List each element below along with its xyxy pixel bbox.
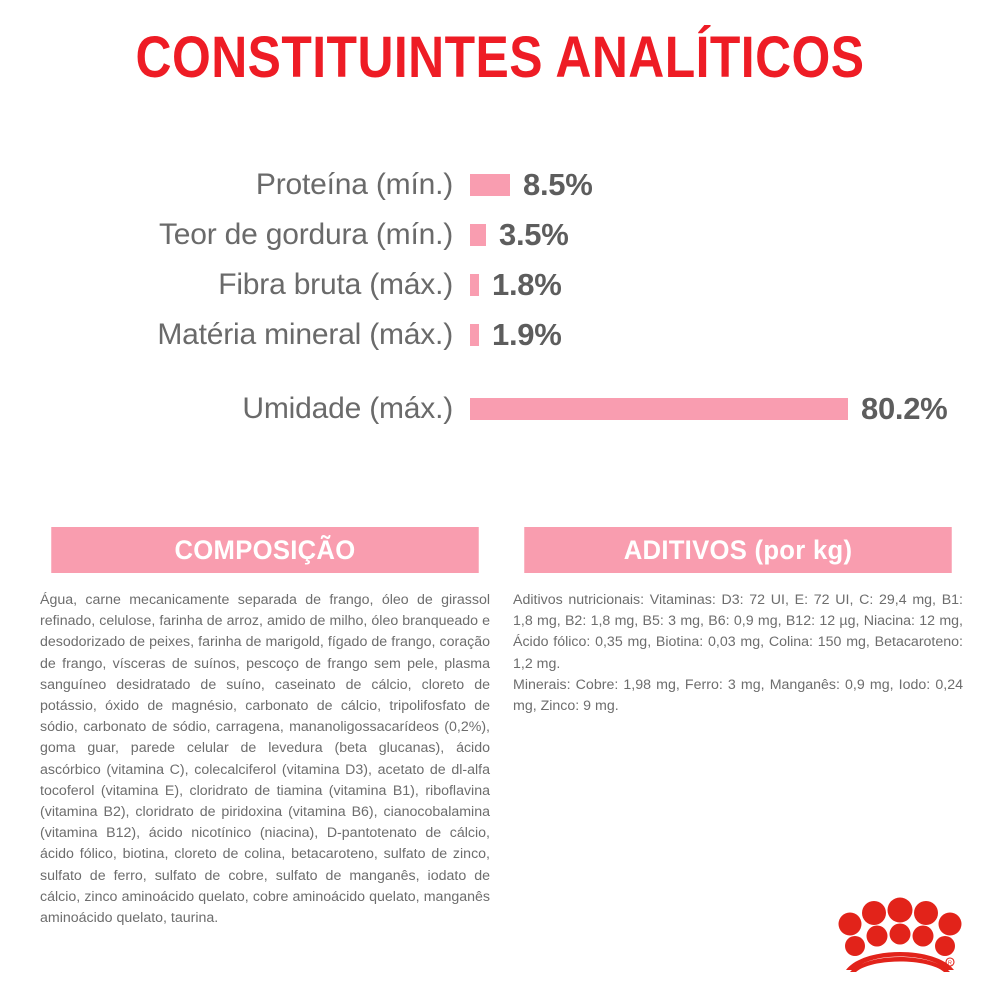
row-value-protein: 8.5%: [523, 167, 593, 202]
row-label-protein: Proteína (mín.): [255, 168, 453, 201]
svg-text:R: R: [948, 960, 952, 967]
composition-text: Água, carne mecanicamente separada de frango, óleo de girassol refinado, celulose, farinha de arroz, amido de milho, óleo branqueado e desodorizado de peixes, farinha de marigold, fígado de frango, coração de frango, vísceras de suínos, pescoço de frango sem pele, plasma sanguíneo desidratado de suíno, caseinato de cálcio, cloreto de potássio, óxido de magnésio, carbonato de cálcio, tripolifosfato de sódio, carbonato de sódio, carragena, mananoligossacarídeos (0,2%), goma guar, parede celular de levedura (beta glucanas), ácido ascórbico (vitamina C), colecalciferol (vitamina D3), acetato de dl-alfa tocoferol (vitamina E), cloridrato de tiamina (vitamina B1), riboflavina (vitamina B2), cloridrato de piridoxina (vitamina B6), cianocobalamina (vitamina B12), ácido nicotínico (niacina), D-pantotenato de cálcio, ácido fólico, biotina, cloreto de colina, betacaroteno, sulfato de zinco, sulfato de ferro, sulfato de cobre, sulfato de manganês, iodato de cálcio, zinco aminoácido quelato, cobre aminoácido quelato, manganês aminoácido quelato, taurina.: [40, 592, 490, 927]
info-panels: [40, 527, 963, 929]
royal-canin-crown-logo: [836, 896, 964, 974]
table-row: [0, 384, 1000, 434]
additives-minerals-text: Minerais: Cobre: 1,98 mg, Ferro: 3 mg, Manganês: 0,9 mg, Iodo: 0,24 mg, Zinco: 9 mg.: [513, 676, 963, 715]
additives-body: [513, 590, 963, 717]
row-bar-moisture: [470, 398, 848, 420]
row-value-fibre: 1.8%: [492, 267, 562, 302]
row-label-fibre: Fibra bruta (máx.): [218, 268, 453, 301]
table-row: [0, 210, 1000, 260]
row-value-fat: 3.5%: [499, 217, 569, 252]
row-bar-minerals: [470, 324, 479, 346]
row-label-minerals: Matéria mineral (máx.): [157, 318, 453, 351]
table-row: [0, 260, 1000, 310]
table-row: [0, 160, 1000, 210]
additives-nutritional-text: Aditivos nutricionais: Vitaminas: D3: 72 UI, E: 72 UI, C: 29,4 mg, B1: 1,8 mg, B2: 1,8 mg, B5: 3 mg, B6: 0,9 mg, B12: 12 µg, Niacina: 12 mg, Ácido fólico: 0,35 mg, Biotina: 0,03 mg, Colina: 150 mg, Betacaroteno: 1,2 mg.: [513, 592, 963, 672]
composition-body: [40, 590, 490, 929]
composition-header: COMPOSIÇÃO: [51, 527, 479, 573]
additives-panel: [513, 527, 963, 929]
row-value-moisture: 80.2%: [861, 391, 948, 426]
row-bar-fat: [470, 224, 486, 246]
analytical-constituents-chart: [0, 160, 1000, 434]
table-row: [0, 310, 1000, 360]
row-bar-fibre: [470, 274, 479, 296]
row-label-moisture: Umidade (máx.): [242, 392, 453, 425]
row-value-minerals: 1.9%: [492, 317, 562, 352]
row-label-fat: Teor de gordura (mín.): [158, 218, 453, 251]
row-bar-protein: [470, 174, 510, 196]
composition-panel: [40, 527, 490, 929]
page-title: CONSTITUINTES ANALÍTICOS: [135, 25, 865, 90]
additives-header: ADITIVOS (por kg): [524, 527, 952, 573]
